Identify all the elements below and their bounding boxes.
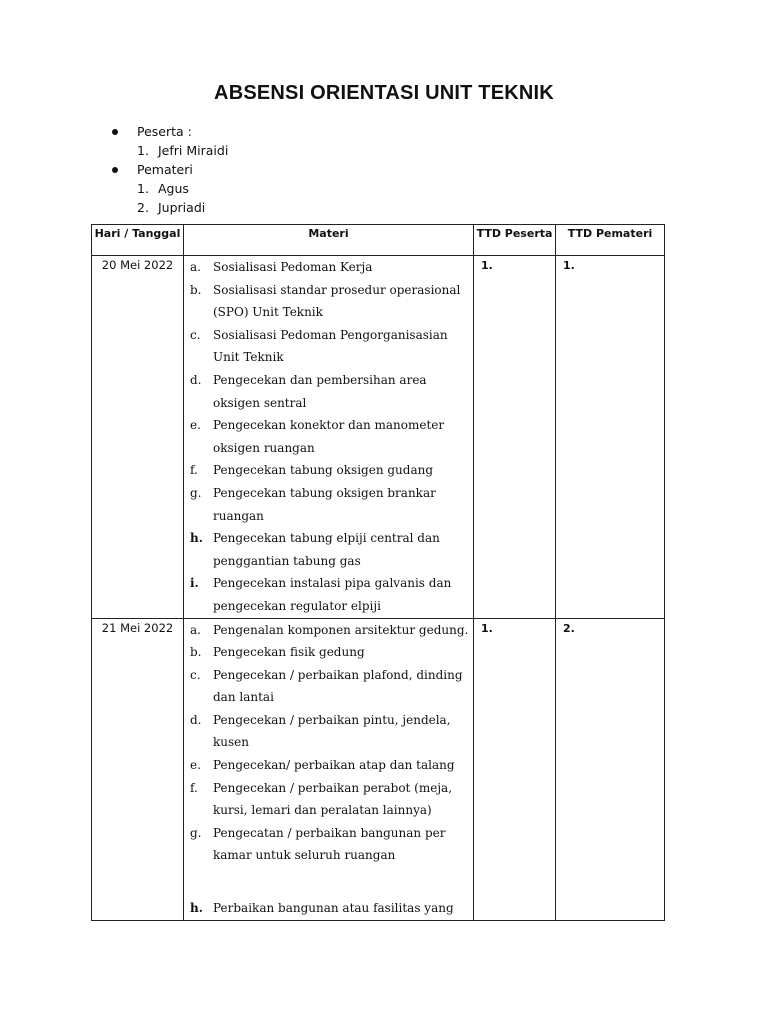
list-item xyxy=(190,822,473,867)
list-item xyxy=(190,897,473,920)
item-marker: i. xyxy=(190,576,199,591)
list-item xyxy=(190,619,473,642)
item-marker: c. xyxy=(190,327,201,342)
item-text: Pengecekan konektor dan manometer oksigen ruangan xyxy=(213,418,445,455)
item-text: Pengenalan komponen arsitektur gedung. xyxy=(213,622,469,637)
list-item xyxy=(190,754,473,777)
header-materi: Materi xyxy=(184,225,474,256)
table-header-row xyxy=(92,225,665,256)
blank-gap xyxy=(190,867,473,897)
bullet-icon xyxy=(112,129,118,135)
item-text: Sosialisasi standar prosedur operasional (SPO) Unit Teknik xyxy=(213,282,461,320)
item-text: Perbaikan bangunan atau fasilitas yang xyxy=(213,901,454,916)
list-item xyxy=(190,256,473,279)
item-marker: d. xyxy=(190,712,202,727)
list-item xyxy=(190,459,473,482)
ttd-pemateri-cell: 2. xyxy=(556,618,665,920)
list-item xyxy=(190,572,473,617)
row-date: 20 Mei 2022 xyxy=(92,256,184,619)
header-date: Hari / Tanggal xyxy=(92,225,184,256)
list-number: 1. xyxy=(137,181,149,196)
materi-list xyxy=(184,619,473,920)
list-item xyxy=(190,414,473,459)
ttd-peserta-cell: 1. xyxy=(474,618,556,920)
item-marker: g. xyxy=(190,825,202,840)
row-date: 21 Mei 2022 xyxy=(92,618,184,920)
item-text: Pengecekan tabung oksigen brankar ruangan xyxy=(213,485,436,523)
item-marker: c. xyxy=(190,667,201,682)
item-marker: f. xyxy=(190,463,198,478)
item-marker: h. xyxy=(190,531,203,546)
list-item xyxy=(190,527,473,572)
table-row xyxy=(92,256,665,619)
list-number: 2. xyxy=(137,200,149,215)
item-marker: g. xyxy=(190,485,202,500)
item-text: Pengecekan/ perbaikan atap dan talang xyxy=(213,758,455,773)
item-marker: b. xyxy=(190,282,202,297)
list-item xyxy=(190,482,473,527)
item-text: Sosialisasi Pedoman Pengorganisasian Unit Teknik xyxy=(213,327,448,365)
materi-list xyxy=(184,256,473,618)
list-item xyxy=(190,369,473,414)
list-item xyxy=(190,324,473,369)
pemateri-name: Agus xyxy=(158,181,189,196)
attendance-table xyxy=(91,224,665,921)
item-marker: f. xyxy=(190,780,198,795)
pemateri-name: Jupriadi xyxy=(158,200,206,215)
pemateri-label: Pemateri xyxy=(137,162,193,177)
peserta-label: Peserta : xyxy=(137,124,192,139)
ttd-peserta-cell: 1. xyxy=(474,256,556,619)
bullet-icon xyxy=(112,167,118,173)
list-item xyxy=(190,279,473,324)
item-marker: e. xyxy=(190,418,201,433)
item-text: Pengecekan tabung elpiji central dan penggantian tabung gas xyxy=(213,531,440,568)
item-marker: a. xyxy=(190,622,201,637)
ttd-pemateri-cell: 1. xyxy=(556,256,665,619)
item-marker: a. xyxy=(190,260,201,274)
row-materi xyxy=(184,618,474,920)
item-text: Sosialisasi Pedoman Kerja xyxy=(213,260,373,274)
list-number: 1. xyxy=(137,143,149,158)
item-marker: b. xyxy=(190,645,202,660)
list-item xyxy=(190,709,473,754)
item-text: Pengecekan instalasi pipa galvanis dan pengecekan regulator elpiji xyxy=(213,576,452,613)
item-text: Pengecekan tabung oksigen gudang xyxy=(213,463,434,478)
item-marker: d. xyxy=(190,372,202,387)
document-title: ABSENSI ORIENTASI UNIT TEKNIK xyxy=(214,82,554,104)
peserta-name: Jefri Miraidi xyxy=(158,143,229,158)
item-text: Pengecekan dan pembersihan area oksigen sentral xyxy=(213,372,427,410)
list-item xyxy=(190,641,473,664)
table-row xyxy=(92,618,665,920)
row-materi xyxy=(184,256,474,619)
header-ttd-pemateri: TTD Pemateri xyxy=(556,225,665,256)
item-text: Pengecekan / perbaikan plafond, dinding dan lantai xyxy=(213,667,463,705)
item-marker: h. xyxy=(190,901,203,916)
item-text: Pengecekan / perbaikan perabot (meja, kursi, lemari dan peralatan lainnya) xyxy=(213,780,453,818)
list-item xyxy=(190,664,473,709)
item-marker: e. xyxy=(190,758,201,773)
item-text: Pengecekan / perbaikan pintu, jendela, kusen xyxy=(213,712,451,750)
list-item xyxy=(190,777,473,822)
item-text: Pengecatan / perbaikan bangunan per kamar untuk seluruh ruangan xyxy=(213,825,446,863)
header-ttd-peserta: TTD Peserta xyxy=(474,225,556,256)
item-text: Pengecekan fisik gedung xyxy=(213,645,365,660)
